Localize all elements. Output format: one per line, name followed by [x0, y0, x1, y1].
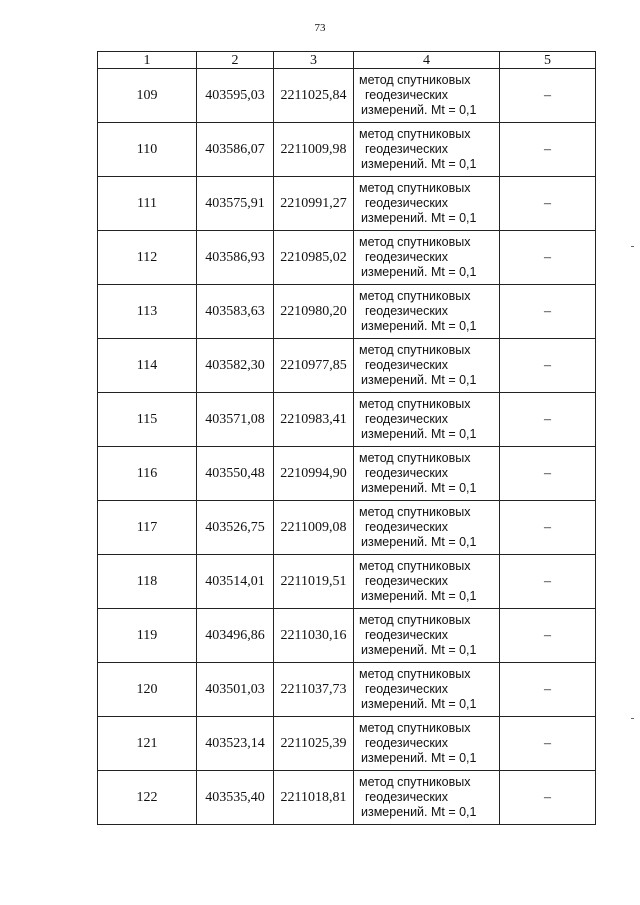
col5-cell: – [500, 339, 596, 393]
point-number-cell: 120 [98, 663, 197, 717]
point-number-cell: 111 [98, 177, 197, 231]
method-cell [354, 771, 500, 825]
coord-x-cell: 403583,63 [197, 285, 274, 339]
method-line: измерений. Mt = 0,1 [361, 697, 477, 711]
table-row [98, 177, 596, 231]
method-line: измерений. Mt = 0,1 [361, 103, 477, 117]
coord-x-cell: 403586,93 [197, 231, 274, 285]
point-number-cell: 109 [98, 69, 197, 123]
method-cell [354, 447, 500, 501]
method-line: метод спутниковых [359, 721, 471, 735]
method-line: метод спутниковых [359, 343, 471, 357]
coordinates-table [97, 51, 596, 825]
point-number-cell: 115 [98, 393, 197, 447]
table-row [98, 717, 596, 771]
col5-cell: – [500, 555, 596, 609]
col5-cell: – [500, 447, 596, 501]
method-line: геодезических [365, 304, 449, 318]
coord-y-cell: 2211025,39 [274, 717, 354, 771]
method-line: геодезических [365, 142, 449, 156]
method-line: измерений. Mt = 0,1 [361, 427, 477, 441]
coord-x-cell: 403575,91 [197, 177, 274, 231]
method-line: метод спутниковых [359, 397, 471, 411]
point-number-cell: 118 [98, 555, 197, 609]
method-line: измерений. Mt = 0,1 [361, 751, 477, 765]
table-row [98, 555, 596, 609]
coord-x-cell: 403496,86 [197, 609, 274, 663]
method-line: метод спутниковых [359, 559, 471, 573]
coord-y-cell: 2210994,90 [274, 447, 354, 501]
method-cell [354, 285, 500, 339]
method-cell [354, 393, 500, 447]
method-line: геодезических [365, 196, 449, 210]
header-col-3: 3 [274, 52, 354, 69]
method-line: измерений. Mt = 0,1 [361, 643, 477, 657]
method-line: метод спутниковых [359, 667, 471, 681]
method-line: метод спутниковых [359, 181, 471, 195]
table-row [98, 447, 596, 501]
method-cell [354, 69, 500, 123]
method-cell [354, 231, 500, 285]
table-row [98, 609, 596, 663]
method-line: геодезических [365, 790, 449, 804]
point-number-cell: 119 [98, 609, 197, 663]
method-cell [354, 501, 500, 555]
coord-y-cell: 2210983,41 [274, 393, 354, 447]
table-header-row [98, 52, 596, 69]
coord-y-cell: 2210985,02 [274, 231, 354, 285]
coord-y-cell: 2211030,16 [274, 609, 354, 663]
coord-y-cell: 2211037,73 [274, 663, 354, 717]
point-number-cell: 114 [98, 339, 197, 393]
coord-x-cell: 403550,48 [197, 447, 274, 501]
col5-cell: – [500, 69, 596, 123]
method-line: измерений. Mt = 0,1 [361, 535, 477, 549]
col5-cell: – [500, 285, 596, 339]
method-line: измерений. Mt = 0,1 [361, 211, 477, 225]
coord-y-cell: 2210991,27 [274, 177, 354, 231]
method-line: измерений. Mt = 0,1 [361, 373, 477, 387]
page-number: 73 [314, 22, 326, 34]
col5-cell: – [500, 771, 596, 825]
method-cell [354, 609, 500, 663]
method-line: геодезических [365, 682, 449, 696]
table-row [98, 231, 596, 285]
header-col-2: 2 [197, 52, 274, 69]
coord-x-cell: 403571,08 [197, 393, 274, 447]
method-cell [354, 177, 500, 231]
method-line: метод спутниковых [359, 73, 471, 87]
coord-y-cell: 2210980,20 [274, 285, 354, 339]
method-line: геодезических [365, 412, 449, 426]
header-col-5: 5 [500, 52, 596, 69]
method-line: геодезических [365, 466, 449, 480]
table-row [98, 771, 596, 825]
table-row [98, 663, 596, 717]
method-line: измерений. Mt = 0,1 [361, 589, 477, 603]
coord-y-cell: 2211019,51 [274, 555, 354, 609]
method-cell [354, 555, 500, 609]
coord-y-cell: 2211009,98 [274, 123, 354, 177]
point-number-cell: 110 [98, 123, 197, 177]
col5-cell: – [500, 501, 596, 555]
point-number-cell: 113 [98, 285, 197, 339]
method-line: метод спутниковых [359, 235, 471, 249]
method-line: измерений. Mt = 0,1 [361, 481, 477, 495]
coord-y-cell: 2210977,85 [274, 339, 354, 393]
col5-cell: – [500, 609, 596, 663]
coord-x-cell: 403514,01 [197, 555, 274, 609]
coord-x-cell: 403523,14 [197, 717, 274, 771]
coord-x-cell: 403582,30 [197, 339, 274, 393]
table-body [98, 69, 596, 825]
col5-cell: – [500, 123, 596, 177]
method-line: измерений. Mt = 0,1 [361, 319, 477, 333]
method-line: геодезических [365, 88, 449, 102]
table-row [98, 339, 596, 393]
coord-x-cell: 403526,75 [197, 501, 274, 555]
coord-y-cell: 2211009,08 [274, 501, 354, 555]
method-line: измерений. Mt = 0,1 [361, 265, 477, 279]
table-row [98, 123, 596, 177]
method-line: метод спутниковых [359, 289, 471, 303]
point-number-cell: 121 [98, 717, 197, 771]
col5-cell: – [500, 717, 596, 771]
method-line: измерений. Mt = 0,1 [361, 157, 477, 171]
coord-x-cell: 403595,03 [197, 69, 274, 123]
method-line: метод спутниковых [359, 775, 471, 789]
method-line: геодезических [365, 520, 449, 534]
scan-mark [631, 718, 634, 719]
col5-cell: – [500, 393, 596, 447]
method-cell [354, 339, 500, 393]
method-line: измерений. Mt = 0,1 [361, 805, 477, 819]
method-line: геодезических [365, 358, 449, 372]
method-cell [354, 663, 500, 717]
point-number-cell: 116 [98, 447, 197, 501]
point-number-cell: 117 [98, 501, 197, 555]
table-row [98, 501, 596, 555]
point-number-cell: 122 [98, 771, 197, 825]
coord-x-cell: 403535,40 [197, 771, 274, 825]
point-number-cell: 112 [98, 231, 197, 285]
method-line: метод спутниковых [359, 451, 471, 465]
header-col-1: 1 [98, 52, 197, 69]
method-line: геодезических [365, 574, 449, 588]
method-line: метод спутниковых [359, 127, 471, 141]
method-cell [354, 123, 500, 177]
scan-mark [631, 246, 634, 247]
header-col-4: 4 [354, 52, 500, 69]
coord-y-cell: 2211025,84 [274, 69, 354, 123]
method-line: геодезических [365, 250, 449, 264]
method-line: метод спутниковых [359, 505, 471, 519]
coord-y-cell: 2211018,81 [274, 771, 354, 825]
method-cell [354, 717, 500, 771]
table-row [98, 393, 596, 447]
coord-x-cell: 403501,03 [197, 663, 274, 717]
col5-cell: – [500, 663, 596, 717]
table-row [98, 285, 596, 339]
col5-cell: – [500, 231, 596, 285]
table-row [98, 69, 596, 123]
method-line: геодезических [365, 736, 449, 750]
col5-cell: – [500, 177, 596, 231]
coord-x-cell: 403586,07 [197, 123, 274, 177]
method-line: метод спутниковых [359, 613, 471, 627]
method-line: геодезических [365, 628, 449, 642]
